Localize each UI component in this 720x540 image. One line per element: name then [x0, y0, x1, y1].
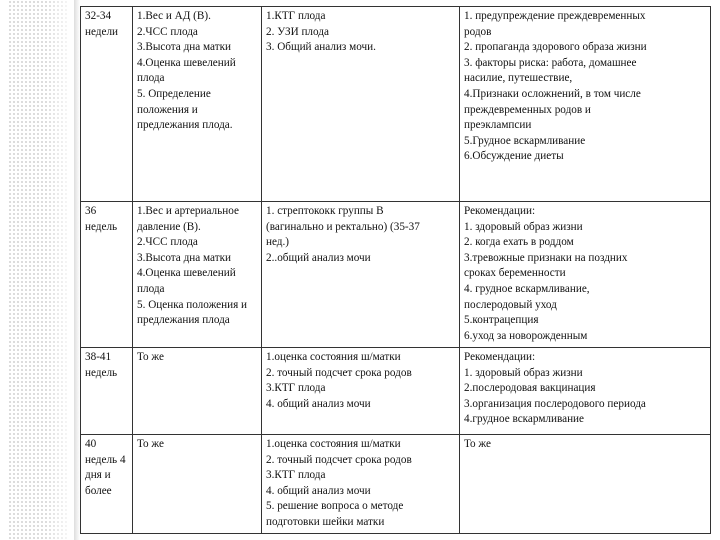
prenatal-care-table	[80, 6, 711, 534]
period-cell	[81, 348, 133, 435]
test-line: 3.КТГ плода	[266, 469, 326, 482]
exam-line: 5. Определение	[137, 87, 211, 100]
exam-line: предлежания плода	[137, 314, 230, 327]
period-cell	[81, 202, 133, 348]
education-line: 1. здоровый образ жизни	[464, 366, 583, 379]
period-line: более	[85, 484, 112, 497]
decorative-margin-fade	[46, 0, 76, 540]
exam-line: То же	[137, 438, 164, 450]
test-line: подготовки шейки матки	[266, 515, 385, 528]
exam-line: 2.ЧСС плода	[137, 236, 198, 249]
education-line: 4.грудное вскармливание	[464, 413, 585, 426]
education-line: 6.Обсуждение диеты	[464, 150, 564, 163]
education-line: Рекомендации:	[464, 205, 536, 217]
education-line: родов	[464, 25, 492, 38]
education-line: 2. пропаганда здорового образа жизни	[464, 41, 647, 54]
exam-line: 5. Оценка положения и	[137, 298, 248, 311]
table-row	[81, 348, 711, 435]
education-line: сроках беременности	[464, 267, 566, 280]
exam-line: положения и	[137, 103, 198, 116]
exam-line: 4.Оценка шевелений	[137, 267, 236, 280]
test-line: 1.оценка состояния ш/матки	[266, 438, 401, 450]
education-cell	[460, 7, 711, 202]
education-line: преэклампсии	[464, 119, 532, 132]
education-line: 3.организация послеродового периода	[464, 397, 646, 410]
exam-line: 3.Высота дна матки	[137, 251, 232, 264]
exam-line: 1.Вес и артериальное	[137, 205, 239, 217]
tests-cell	[262, 348, 460, 435]
test-line: 2..общий анализ мочи	[266, 251, 371, 264]
education-line: послеродовый уход	[464, 298, 557, 311]
education-cell	[460, 348, 711, 435]
exam-line: 2.ЧСС плода	[137, 25, 198, 38]
exam-line: 3.Высота дна матки	[137, 41, 232, 54]
education-line: 1. здоровый образ жизни	[464, 220, 583, 233]
exam-line: 4.Оценка шевелений	[137, 56, 236, 69]
test-line: 4. общий анализ мочи	[266, 484, 371, 497]
education-line: То же	[464, 438, 491, 450]
test-line: 1.КТГ плода	[266, 10, 326, 22]
test-line: 4. общий анализ мочи	[266, 397, 371, 410]
education-line: 6.уход за новорожденным	[464, 329, 588, 342]
period-line: дня и	[85, 469, 111, 482]
test-line: 3. Общий анализ мочи.	[266, 41, 376, 54]
tests-cell	[262, 7, 460, 202]
test-line: (вагинально и ректально) (35-37	[266, 220, 420, 233]
education-line: 4. грудное вскармливание,	[464, 282, 590, 295]
education-line: 1. предупреждение преждевременных	[464, 10, 646, 22]
education-line: 4.Признаки осложнений, в том числе	[464, 87, 641, 100]
test-line: нед.)	[266, 236, 290, 249]
period-line: 32-34	[85, 10, 112, 22]
test-line: 1.оценка состояния ш/матки	[266, 351, 401, 363]
exam-line: давление (В).	[137, 220, 201, 233]
table-row	[81, 435, 711, 534]
period-line: недель 4	[85, 453, 126, 466]
education-line: 5.Грудное вскармливание	[464, 134, 586, 147]
education-line: преждевременных родов и	[464, 103, 591, 116]
education-line: 5.контрацепция	[464, 314, 539, 327]
exams-cell	[133, 348, 262, 435]
education-line: Рекомендации:	[464, 351, 536, 363]
education-line: 2. когда ехать в роддом	[464, 236, 574, 249]
period-line: недель	[85, 220, 118, 233]
test-line: 3.КТГ плода	[266, 382, 326, 395]
period-line: 38-41	[85, 351, 112, 363]
period-line: недели	[85, 25, 119, 38]
test-line: 5. решение вопроса о методе	[266, 500, 404, 513]
tests-cell	[262, 435, 460, 534]
period-cell	[81, 7, 133, 202]
period-line: недель	[85, 366, 118, 379]
period-cell	[81, 435, 133, 534]
period-line: 36	[85, 205, 97, 217]
exams-cell	[133, 7, 262, 202]
education-line: 3.тревожные признаки на поздних	[464, 251, 628, 264]
exams-cell	[133, 435, 262, 534]
exam-line: предлежания плода.	[137, 119, 233, 132]
exam-line: плода	[137, 282, 165, 295]
education-cell	[460, 435, 711, 534]
test-line: 2. УЗИ плода	[266, 25, 329, 38]
test-line: 2. точный подсчет срока родов	[266, 453, 412, 466]
education-line: 3. факторы риска: работа, домашнее	[464, 56, 637, 69]
education-line: насилие, путешествие,	[464, 72, 573, 85]
exam-line: То же	[137, 351, 164, 363]
tests-cell	[262, 202, 460, 348]
period-line: 40	[85, 438, 97, 450]
test-line: 1. стрептококк группы В	[266, 205, 384, 217]
test-line: 2. точный подсчет срока родов	[266, 366, 412, 379]
education-line: 2.послеродовая вакцинация	[464, 382, 596, 395]
exam-line: плода	[137, 72, 165, 85]
table-row	[81, 7, 711, 202]
table-row	[81, 202, 711, 348]
exams-cell	[133, 202, 262, 348]
education-cell	[460, 202, 711, 348]
exam-line: 1.Вес и АД (В).	[137, 10, 211, 22]
